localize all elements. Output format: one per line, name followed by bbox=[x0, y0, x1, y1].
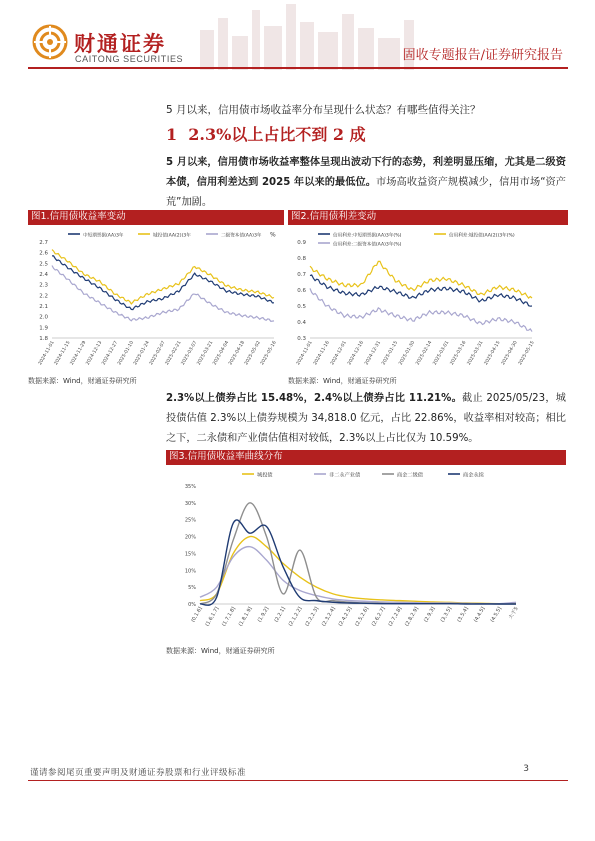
x-tick-label: 2025-02-21 bbox=[164, 340, 183, 367]
legend-label: 信用利差:二级资本债(AA)3年(%) bbox=[333, 242, 402, 248]
x-tick-label: 2025-04-04 bbox=[212, 340, 231, 367]
x-tick-label: (2.2,2.3] bbox=[304, 606, 321, 628]
y-tick-label: 15% bbox=[184, 551, 196, 558]
y-unit-label: % bbox=[270, 231, 276, 239]
page-number: 3 bbox=[523, 764, 529, 774]
x-tick-label: 2025-03-16 bbox=[449, 340, 468, 367]
x-tick-label: 2025-03-01 bbox=[432, 340, 451, 367]
paragraph-1 bbox=[166, 153, 566, 213]
series-line-2 bbox=[310, 261, 532, 298]
series-line-2 bbox=[52, 250, 274, 304]
y-tick-label: 10% bbox=[184, 568, 196, 575]
series-line-2 bbox=[200, 547, 516, 604]
x-tick-label: (2.4,2.5] bbox=[337, 606, 354, 628]
figure-3-rule bbox=[166, 464, 566, 465]
y-tick-label: 0.4 bbox=[297, 320, 306, 326]
footer-disclaimer: 谨请参阅尾页重要声明及财通证券股票和行业评级标准 bbox=[30, 768, 247, 778]
x-tick-label: 2025-04-15 bbox=[483, 340, 502, 367]
x-tick-label: 2025-02-07 bbox=[149, 340, 167, 367]
figure-1-source: 数据来源：Wind，财通证券研究所 bbox=[28, 377, 137, 385]
x-tick-label: (3,3.5] bbox=[439, 606, 454, 624]
legend-label: 信用利差:城投债(AA(2))3年(%) bbox=[449, 233, 515, 239]
x-tick-label: 2025-02-14 bbox=[415, 340, 434, 367]
x-tick-label: 2025-03-31 bbox=[466, 340, 485, 367]
figure-1-chart bbox=[28, 226, 284, 372]
paragraph-1-body: 市场高收益资产规模减少，信用市场“资产荒”加剧。 bbox=[166, 177, 566, 208]
y-tick-label: 1.8 bbox=[39, 336, 48, 342]
paragraph-2-body: 截止 2025/05/23，城投债估值 2.3%以上债券规模为 34,818.0 亿元，占比 22.86%，收益率相对较高；相比之下，二永债和产业债估值相对较低，2.3%以上占比仅为 10.59%。 bbox=[166, 393, 566, 444]
paragraph-2 bbox=[166, 389, 566, 449]
legend-label: 城投债 bbox=[257, 472, 273, 479]
series-line-1 bbox=[310, 275, 532, 306]
legend-label: 城投债(AA(2))3年 bbox=[153, 233, 191, 239]
x-tick-label: (2.7,2.8] bbox=[387, 606, 404, 628]
y-tick-label: 2.1 bbox=[39, 304, 48, 310]
x-tick-label: 2024-12-01 bbox=[330, 340, 348, 367]
brand-name-cn: 财通证券 bbox=[74, 31, 166, 56]
series-line-3 bbox=[200, 503, 516, 604]
y-tick-label: 20% bbox=[184, 534, 196, 541]
y-tick-label: 0.7 bbox=[297, 272, 306, 278]
x-tick-label: (1.8,1.9] bbox=[237, 606, 254, 628]
figure-2-source: 数据来源：Wind，财通证券研究所 bbox=[288, 377, 397, 385]
x-tick-label: 2024-12-13 bbox=[85, 340, 104, 367]
y-tick-label: 2.3 bbox=[39, 282, 48, 289]
legend-label: 中短期票据(AA)3年 bbox=[83, 233, 124, 239]
paragraph-1-emphasis: 5 月以来，信用债市场收益率整体呈现出波动下行的态势，利差明显压缩，尤其是二级资本债，信用利差达到 2025 年以来的最低位。 bbox=[166, 157, 566, 188]
legend-label: 商金永续 bbox=[463, 472, 484, 479]
y-tick-label: 2.5 bbox=[39, 261, 48, 268]
x-tick-label: 2025-05-15 bbox=[518, 340, 536, 367]
section-heading bbox=[166, 122, 366, 145]
x-tick-label: (3.5,4] bbox=[456, 606, 470, 624]
x-tick-label: 2025-01-15 bbox=[381, 340, 400, 367]
series-line-4 bbox=[200, 520, 516, 605]
skyline-decoration bbox=[170, 0, 430, 70]
x-tick-label: 2025-01-24 bbox=[133, 340, 151, 367]
x-tick-label: (4,4.5] bbox=[472, 606, 487, 624]
figure-2-chart bbox=[288, 226, 568, 372]
y-tick-label: 0.8 bbox=[297, 256, 306, 262]
footer-divider bbox=[28, 780, 568, 781]
figure-2-title: 图2.信用债利差变动 bbox=[288, 210, 568, 224]
figure-3-title: 图3.信用债收益率曲线分布 bbox=[166, 450, 566, 464]
lead-question: 5 月以来，信用债市场收益率分布呈现什么状态？有哪些值得关注？ bbox=[166, 104, 481, 116]
x-tick-label: (2,2.1] bbox=[273, 606, 287, 624]
figure-3-source: 数据来源：Wind，财通证券研究所 bbox=[166, 647, 275, 655]
x-tick-label: 2025-05-16 bbox=[260, 340, 278, 367]
x-tick-label: 2024-11-01 bbox=[38, 340, 56, 367]
x-tick-label: (2.1,2.2] bbox=[287, 606, 304, 628]
x-tick-label: 2024-11-01 bbox=[296, 340, 314, 367]
y-tick-label: 0% bbox=[188, 602, 196, 608]
x-tick-label: (2.6,2.7] bbox=[370, 606, 387, 628]
paragraph-2-emphasis: 2.3%以上债券占比 15.48%，2.4%以上债券占比 11.21%。 bbox=[166, 393, 463, 404]
x-tick-label: 2024-12-16 bbox=[347, 340, 365, 367]
y-tick-label: 25% bbox=[184, 517, 196, 524]
x-tick-label: (4.5,5] bbox=[489, 606, 504, 624]
x-tick-label: (2.5,2.6] bbox=[354, 606, 371, 628]
figure-1-title: 图1.信用债收益率变动 bbox=[28, 210, 284, 224]
y-tick-label: 2.4 bbox=[39, 272, 48, 278]
x-tick-label: 2024-11-15 bbox=[53, 340, 72, 367]
x-tick-label: (2.9,3] bbox=[423, 606, 437, 624]
x-tick-label: 2024-11-16 bbox=[313, 340, 331, 367]
x-tick-label: 2024-11-29 bbox=[69, 340, 88, 367]
x-tick-label: 2025-01-30 bbox=[398, 340, 417, 367]
legend-label: 信用利差:中短期票据(AA)3年(%) bbox=[333, 233, 402, 239]
y-tick-label: 5% bbox=[188, 585, 196, 592]
x-tick-label: 2025-05-02 bbox=[244, 340, 262, 367]
section-title: 2.3%以上占比不到 2 成 bbox=[188, 125, 366, 144]
figure-3-chart bbox=[166, 466, 566, 634]
y-tick-label: 1.9 bbox=[39, 325, 48, 332]
y-tick-label: 0.6 bbox=[297, 288, 306, 294]
x-tick-label: 2024-12-31 bbox=[364, 340, 383, 367]
y-tick-label: 30% bbox=[184, 500, 196, 507]
x-tick-label: (1.9,2] bbox=[256, 606, 271, 624]
series-line-1 bbox=[52, 256, 274, 310]
brand-name-en: CAITONG SECURITIES bbox=[75, 54, 184, 64]
caitong-logo-icon bbox=[32, 24, 68, 60]
report-type-label: 固收专题报告/证券研究报告 bbox=[402, 48, 563, 63]
y-tick-label: 2.2 bbox=[39, 293, 48, 300]
x-tick-label: 2025-04-18 bbox=[228, 340, 247, 367]
x-tick-label: 大于5 bbox=[507, 606, 520, 621]
x-tick-label: (1.6,1.7] bbox=[204, 606, 221, 628]
figure-1-rule bbox=[28, 224, 284, 225]
x-tick-label: 2024-12-27 bbox=[101, 340, 120, 367]
y-tick-label: 35% bbox=[184, 484, 196, 490]
x-tick-label: 2025-03-07 bbox=[180, 340, 199, 367]
y-tick-label: 2.0 bbox=[39, 314, 48, 321]
x-tick-label: (1.7,1.8] bbox=[221, 606, 237, 628]
legend-label: 二级资本债(AA)3年 bbox=[221, 233, 262, 239]
section-number: 1 bbox=[166, 125, 178, 144]
x-tick-label: (2.3,2.4] bbox=[320, 606, 337, 628]
figure-2-rule bbox=[288, 224, 568, 225]
header-divider bbox=[28, 67, 568, 69]
x-tick-label: (0,1.6] bbox=[190, 606, 204, 624]
x-tick-label: (2.8,2.9] bbox=[404, 606, 420, 628]
page-header bbox=[0, 0, 595, 78]
x-tick-label: 2025-01-10 bbox=[117, 340, 136, 367]
x-tick-label: 2025-04-30 bbox=[500, 340, 519, 367]
legend-label: 非二永产业债 bbox=[329, 472, 361, 479]
y-tick-label: 0.9 bbox=[297, 240, 306, 246]
legend-label: 商金二级债 bbox=[397, 472, 423, 479]
y-tick-label: 0.3 bbox=[297, 336, 306, 342]
y-tick-label: 0.5 bbox=[297, 304, 306, 310]
y-tick-label: 2.7 bbox=[39, 240, 48, 246]
y-tick-label: 2.6 bbox=[39, 250, 48, 257]
x-tick-label: 2025-03-21 bbox=[196, 340, 215, 367]
